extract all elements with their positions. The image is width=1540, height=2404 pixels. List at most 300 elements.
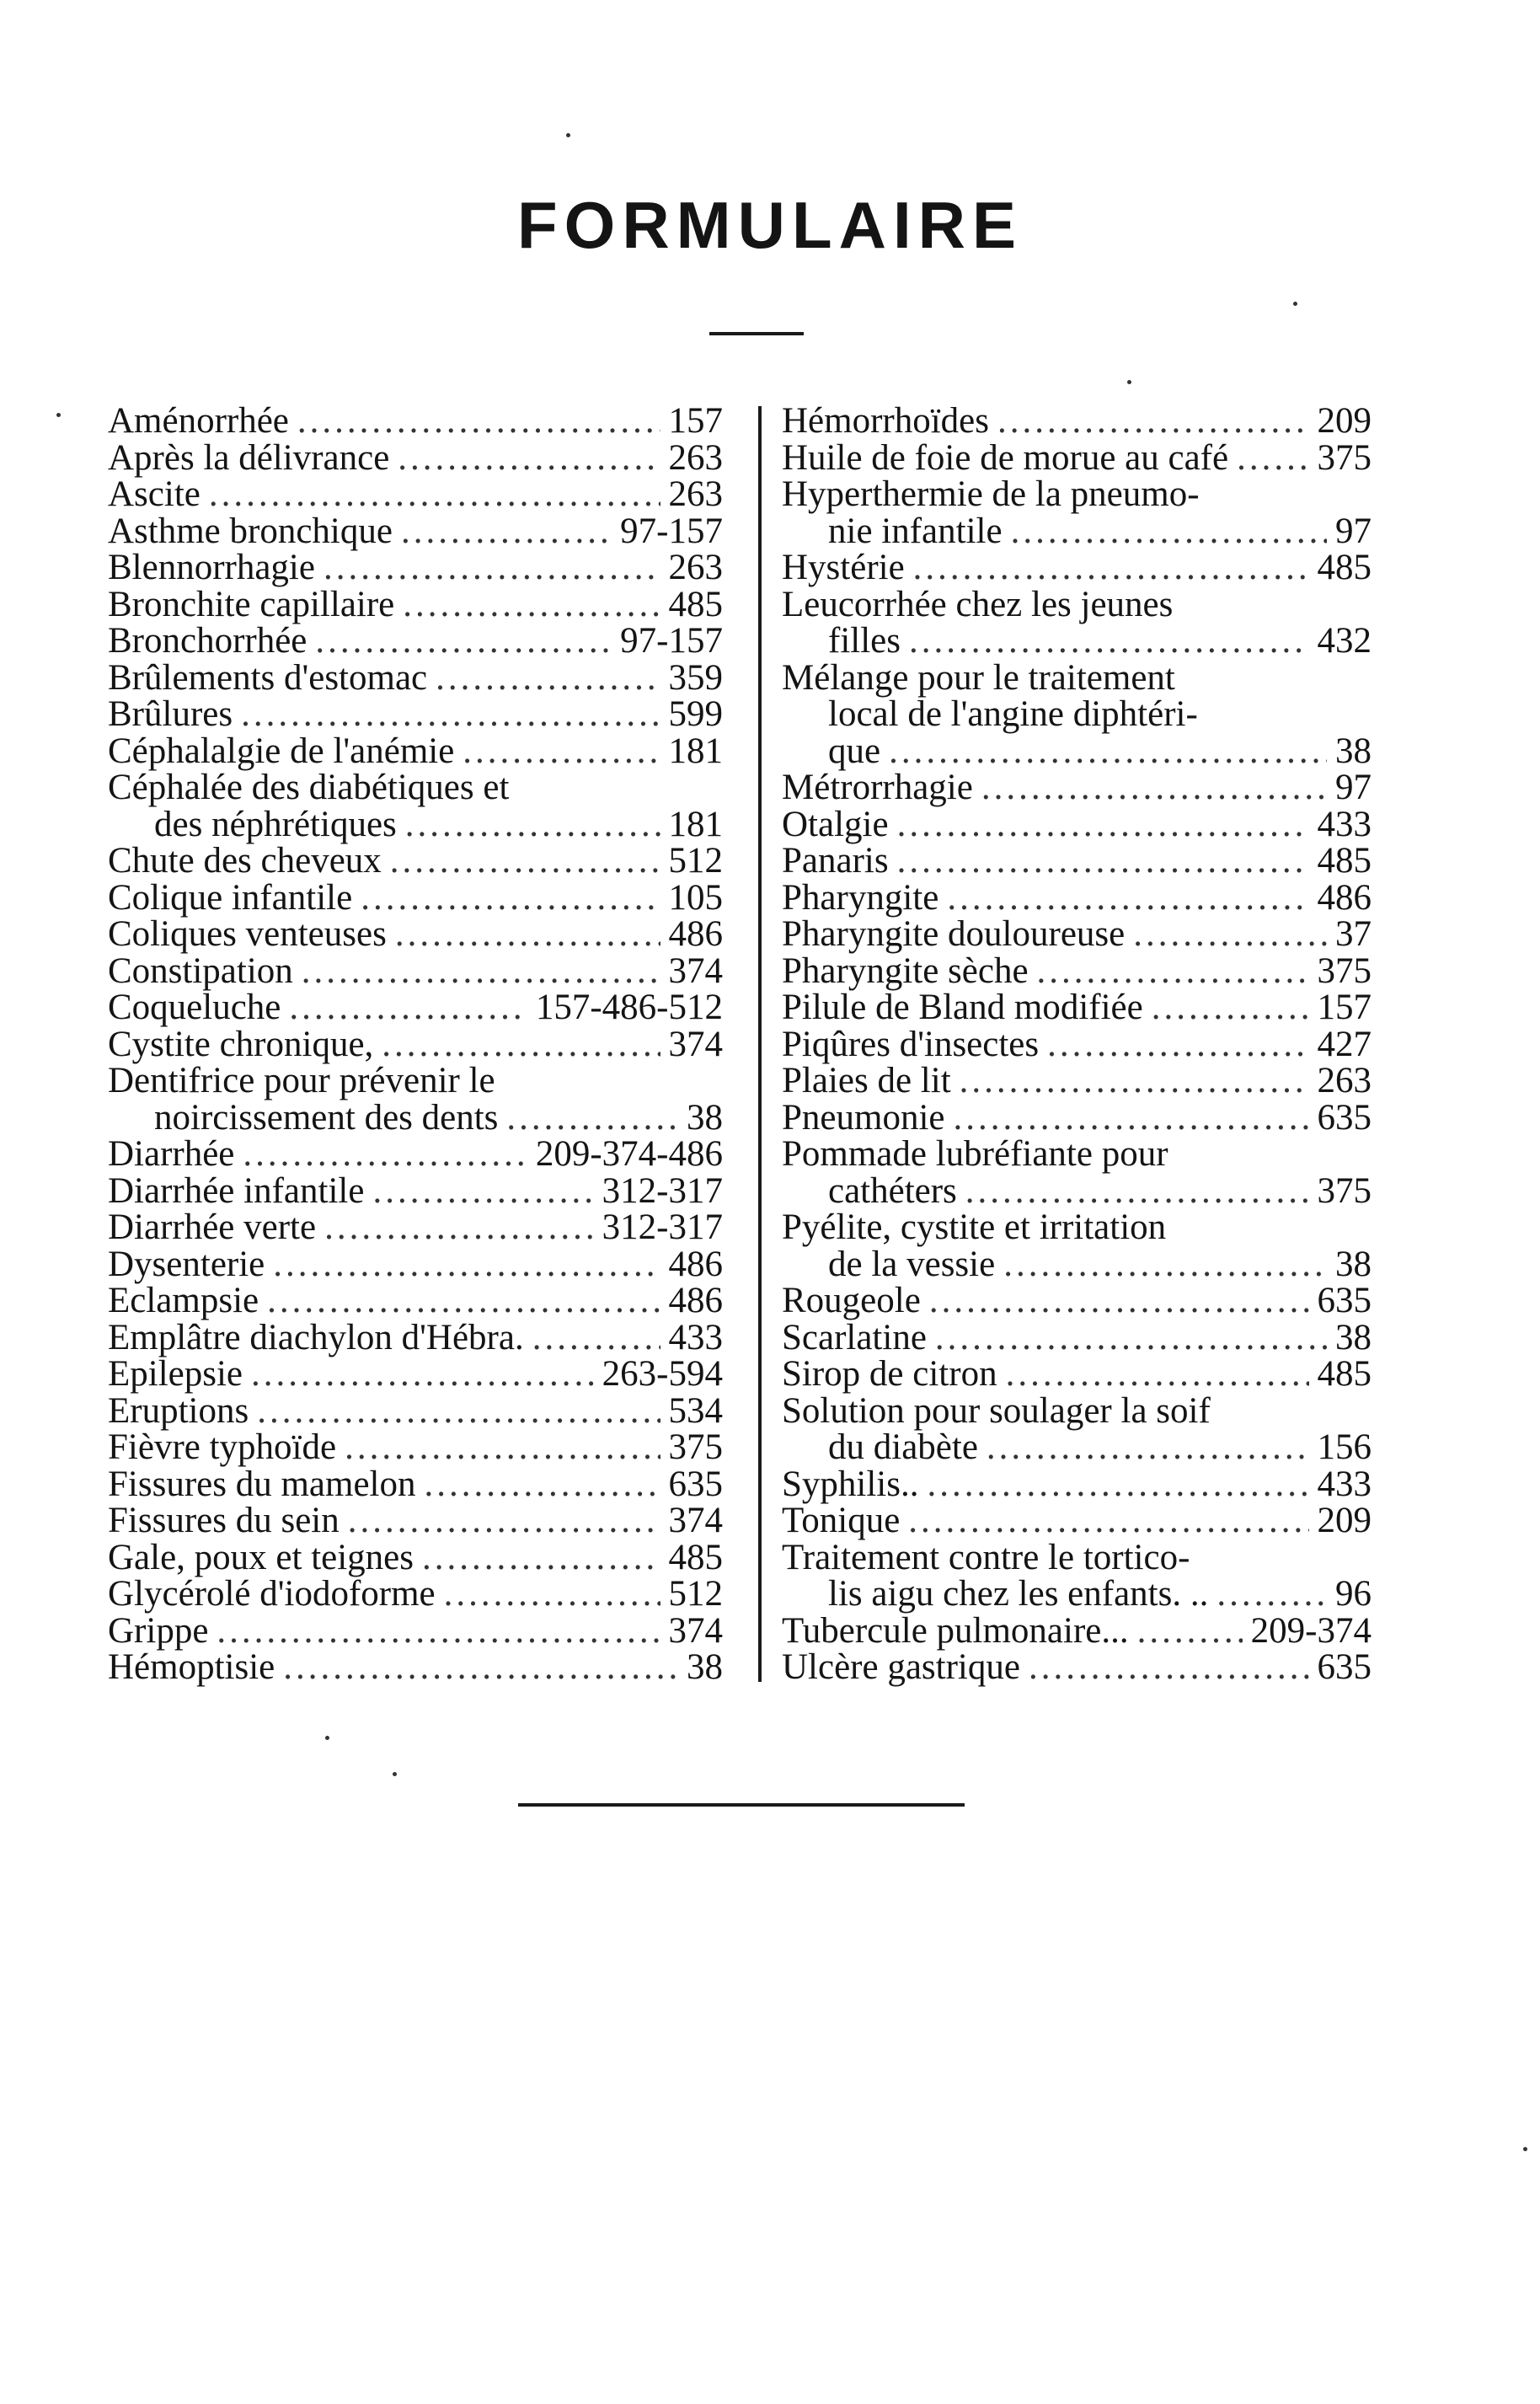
print-speck (1127, 380, 1131, 384)
leader-dots (463, 733, 660, 770)
entry-line (782, 989, 1372, 1026)
entry-line (782, 1429, 1372, 1466)
index-entry (108, 1246, 723, 1283)
entry-pages: 209 (1317, 401, 1372, 441)
entry-pages: 486 (668, 1281, 723, 1320)
index-entry (782, 549, 1372, 586)
index-entry (108, 437, 723, 478)
index-entry (782, 916, 1372, 953)
entry-line (108, 1026, 723, 1063)
leader-dots (257, 1393, 660, 1430)
index-entry (108, 1170, 723, 1211)
column-divider (758, 406, 762, 1682)
entry-pages: 485 (668, 1537, 723, 1577)
entry-pages: 433 (1317, 1464, 1372, 1504)
end-rule (518, 1803, 965, 1807)
entry-pages: 312-317 (602, 1207, 723, 1247)
leader-dots (243, 1136, 527, 1173)
entry-line (782, 1390, 1372, 1431)
leader-dots (1152, 989, 1309, 1026)
entry-term: Pharyngite sèche (782, 950, 1029, 991)
index-entry (782, 1466, 1372, 1503)
entry-term: Pharyngite (782, 877, 939, 918)
entry-term: Pommade lubréfiante pour (782, 1134, 1168, 1174)
leader-dots (960, 1063, 1309, 1100)
entry-line (782, 1576, 1372, 1613)
entry-term: Piqûres d'insectes (782, 1024, 1040, 1064)
entry-term: Diarrhée (108, 1134, 235, 1174)
leader-dots (372, 1173, 593, 1210)
entry-term: Aménorrhée (108, 401, 289, 441)
entry-line (108, 843, 723, 880)
entry-term: Pharyngite douloureuse (782, 914, 1126, 954)
index-entry (782, 989, 1372, 1026)
entry-pages: 486 (1317, 877, 1372, 918)
leader-dots (947, 880, 1308, 917)
entry-term: Céphalée des diabétiques et (108, 768, 510, 807)
index-entry (108, 1539, 723, 1577)
entry-term: Pyélite, cystite et irritation (782, 1207, 1167, 1247)
entry-pages: 38 (687, 1647, 723, 1687)
leader-dots (424, 1466, 660, 1503)
entry-line (108, 513, 723, 550)
entry-line (108, 696, 723, 733)
entry-term: Eclampsie (108, 1281, 259, 1320)
entry-pages: 433 (668, 1317, 723, 1357)
entry-pages: 374 (668, 1024, 723, 1064)
entry-term: Hémorrhoïdes (782, 401, 989, 441)
entry-pages: 599 (668, 694, 723, 734)
index-entry (782, 657, 1372, 771)
leader-dots (348, 1502, 660, 1539)
entry-line (108, 1539, 723, 1577)
entry-line (108, 1209, 723, 1246)
entry-line (108, 1097, 723, 1138)
entry-pages: 486 (668, 914, 723, 954)
entry-line (108, 657, 723, 698)
entry-term: Panaris (782, 841, 889, 881)
entry-term: Dysenterie (108, 1244, 265, 1284)
entry-term: Epilepsie (108, 1354, 243, 1394)
entry-line (782, 476, 1372, 513)
entry-term: Constipation (108, 950, 293, 991)
entry-line (108, 1317, 723, 1357)
entry-line (108, 806, 723, 843)
entry-pages: 156 (1317, 1427, 1372, 1467)
entry-line (108, 989, 723, 1026)
entry-term: Cystite chronique, (108, 1024, 374, 1064)
entry-line (108, 1282, 723, 1320)
entry-pages: 38 (1335, 731, 1372, 771)
entry-term: Coliques venteuses (108, 914, 387, 954)
index-entry (108, 1576, 723, 1613)
entry-term: local de l'angine diphtéri- (828, 694, 1198, 734)
leader-dots (1003, 1246, 1327, 1283)
leader-dots (361, 880, 660, 917)
entry-line (108, 769, 723, 806)
entry-term: Mélange pour le traitement (782, 657, 1175, 698)
entry-term: filles (828, 621, 901, 661)
entry-term: Bronchite capillaire (108, 584, 395, 624)
index-entry (108, 1356, 723, 1393)
entry-term: Leucorrhée chez les jeunes (782, 584, 1174, 624)
entry-line (782, 769, 1372, 806)
entry-term: Eruptions (108, 1390, 249, 1431)
leader-dots (506, 1100, 678, 1137)
leader-dots (897, 806, 1309, 843)
entry-term: noircissement des dents (154, 1097, 499, 1138)
entry-pages: 374 (668, 1610, 723, 1651)
leader-dots (444, 1576, 660, 1613)
index-entry (108, 1282, 723, 1320)
leader-dots (1047, 1026, 1308, 1063)
entry-term: Fissures du sein (108, 1501, 340, 1540)
index-entry (782, 403, 1372, 440)
leader-dots (283, 1649, 678, 1686)
entry-line (782, 513, 1372, 550)
leader-dots (395, 916, 660, 953)
entry-term: Brûlements d'estomac (108, 657, 428, 698)
leader-dots (297, 403, 660, 440)
index-entry (108, 733, 723, 770)
index-entry (782, 1539, 1372, 1613)
entry-term: Colique infantile (108, 877, 353, 918)
entry-term: Ascite (108, 474, 201, 514)
page-title: FORMULAIRE (517, 188, 1023, 262)
leader-dots (935, 1320, 1327, 1357)
entry-line (782, 1170, 1372, 1211)
index-entry (108, 1209, 723, 1246)
leader-dots (289, 989, 527, 1026)
index-entry (108, 843, 723, 880)
entry-term: des néphrétiques (154, 804, 397, 844)
entry-line (782, 1026, 1372, 1063)
entry-line (108, 437, 723, 478)
index-entry (108, 1429, 723, 1466)
entry-line (782, 877, 1372, 918)
entry-pages: 263 (668, 548, 723, 587)
entry-pages: 157-486-512 (535, 988, 723, 1027)
index-entry (782, 877, 1372, 918)
entry-pages: 181 (668, 731, 723, 771)
entry-pages: 433 (1317, 804, 1372, 844)
entry-line (108, 549, 723, 586)
index-entry (108, 1026, 723, 1063)
entry-pages: 312-317 (602, 1170, 723, 1211)
index-entry (108, 513, 723, 550)
index-entry (782, 476, 1372, 549)
entry-pages: 374 (668, 950, 723, 991)
entry-line (108, 1649, 723, 1686)
leader-dots (908, 1502, 1308, 1539)
entry-line (782, 696, 1372, 733)
entry-line (108, 733, 723, 770)
entry-term: lis aigu chez les enfants. .. (828, 1574, 1209, 1614)
entry-line (782, 1063, 1372, 1100)
leader-dots (1137, 1613, 1243, 1650)
entry-pages: 157 (668, 401, 723, 441)
entry-term: Après la délivrance (108, 437, 390, 478)
entry-term: Hémoptisie (108, 1647, 275, 1687)
entry-line (108, 877, 723, 918)
index-entry (782, 1282, 1372, 1320)
index-entry (782, 1097, 1372, 1138)
entry-term: Solution pour soulager la soif (782, 1390, 1211, 1431)
leader-dots (345, 1429, 660, 1466)
entry-line (108, 403, 723, 440)
entry-term: Dentifrice pour prévenir le (108, 1061, 495, 1100)
leader-dots (403, 586, 660, 624)
title-rule (709, 332, 804, 335)
entry-pages: 432 (1317, 621, 1372, 661)
entry-line (782, 1649, 1372, 1686)
entry-line (782, 1282, 1372, 1320)
entry-term: Bronchorrhée (108, 621, 307, 661)
entry-pages: 97 (1335, 511, 1372, 551)
entry-term: Grippe (108, 1610, 209, 1651)
leader-dots (987, 1429, 1309, 1466)
leader-dots (390, 843, 660, 880)
index-column-left (108, 403, 723, 1686)
entry-term: Otalgie (782, 804, 889, 844)
print-speck (566, 133, 570, 137)
leader-dots (324, 1209, 594, 1246)
index-entry (782, 1026, 1372, 1063)
entry-term: Tonique (782, 1501, 901, 1540)
entry-line (782, 403, 1372, 440)
entry-line (108, 1502, 723, 1539)
entry-term: Traitement contre le tortico- (782, 1537, 1190, 1577)
entry-pages: 263 (668, 437, 723, 478)
index-entry (108, 1136, 723, 1173)
index-entry (108, 1063, 723, 1136)
index-entry (108, 1390, 723, 1431)
leader-dots (209, 476, 660, 513)
entry-line (782, 950, 1372, 991)
entry-pages: 485 (1317, 841, 1372, 881)
index-entry (782, 1610, 1372, 1651)
leader-dots (532, 1320, 660, 1357)
entry-line (108, 586, 723, 624)
entry-pages: 486 (668, 1244, 723, 1284)
entry-line (782, 1466, 1372, 1503)
entry-pages: 263 (668, 474, 723, 514)
entry-term: Brûlures (108, 694, 233, 734)
index-entry (108, 989, 723, 1026)
entry-pages: 181 (668, 804, 723, 844)
entry-term: Gale, poux et teignes (108, 1537, 414, 1577)
entry-term: Ulcère gastrique (782, 1647, 1020, 1687)
entry-pages: 105 (668, 877, 723, 918)
print-speck (325, 1736, 329, 1740)
entry-line (108, 1466, 723, 1503)
entry-term: du diabète (828, 1427, 978, 1467)
entry-pages: 209 (1317, 1501, 1372, 1540)
entry-term: Huile de foie de morue au café (782, 437, 1229, 478)
entry-pages: 38 (1335, 1244, 1372, 1284)
entry-line (108, 1429, 723, 1466)
index-entry (108, 586, 723, 624)
index-entry (782, 950, 1372, 991)
entry-term: Pneumonie (782, 1097, 945, 1138)
entry-pages: 38 (1335, 1317, 1372, 1357)
entry-term: Diarrhée verte (108, 1207, 317, 1247)
entry-line (108, 950, 723, 991)
index-entry (108, 549, 723, 586)
leader-dots (267, 1282, 660, 1320)
entry-pages: 375 (1317, 437, 1372, 478)
leader-dots (909, 623, 1309, 660)
leader-dots (928, 1466, 1309, 1503)
entry-pages: 375 (668, 1427, 723, 1467)
index-entry (782, 843, 1372, 880)
entry-term: nie infantile (828, 511, 1003, 551)
leader-dots (436, 660, 660, 697)
leader-dots (953, 1100, 1308, 1137)
index-entry (108, 476, 723, 513)
leader-dots (913, 549, 1309, 586)
entry-line (108, 1356, 723, 1393)
index-entry (782, 1209, 1372, 1282)
leader-dots (398, 440, 660, 477)
print-speck (393, 1772, 397, 1776)
entry-pages: 427 (1317, 1024, 1372, 1064)
entry-pages: 263 (1317, 1061, 1372, 1100)
index-entry (782, 1063, 1372, 1100)
entry-line (108, 916, 723, 953)
entry-line (108, 1246, 723, 1283)
index-entry (108, 1466, 723, 1503)
index-entry (782, 806, 1372, 843)
entry-line (782, 916, 1372, 953)
index-entry (782, 1136, 1372, 1209)
leader-dots (422, 1539, 660, 1577)
print-speck (56, 413, 61, 417)
print-speck (1293, 302, 1297, 306)
entry-term: de la vessie (828, 1244, 996, 1284)
entry-pages: 157 (1317, 988, 1372, 1027)
index-entry (108, 950, 723, 991)
leader-dots (405, 806, 660, 843)
entry-line (108, 476, 723, 513)
index-entry (108, 877, 723, 918)
entry-line (108, 1610, 723, 1651)
entry-term: Chute des cheveux (108, 841, 382, 881)
entry-pages: 485 (668, 584, 723, 624)
leader-dots (302, 953, 660, 990)
entry-term: Syphilis.. (782, 1464, 919, 1504)
entry-pages: 37 (1335, 914, 1372, 954)
leader-dots (965, 1173, 1309, 1210)
entry-pages: 97 (1335, 768, 1372, 807)
entry-term: Fièvre typhoïde (108, 1427, 337, 1467)
leader-dots (217, 1613, 660, 1650)
leader-dots (1237, 440, 1308, 477)
entry-line (108, 1170, 723, 1211)
entry-term: Métrorrhagie (782, 768, 973, 807)
entry-line (782, 1610, 1372, 1651)
entry-term: que (828, 731, 881, 771)
entry-term: Céphalalgie de l'anémie (108, 731, 455, 771)
index-entry (108, 769, 723, 843)
leader-dots (1006, 1356, 1309, 1393)
index-entry (108, 1649, 723, 1686)
index-entry (108, 657, 723, 698)
entry-line (782, 1539, 1372, 1577)
entry-line (782, 657, 1372, 698)
entry-line (108, 623, 723, 660)
entry-pages: 359 (668, 657, 723, 698)
index-entry (782, 769, 1372, 806)
leader-dots (273, 1246, 660, 1283)
entry-pages: 485 (1317, 1354, 1372, 1394)
entry-term: Glycérolé d'iodoforme (108, 1574, 436, 1614)
entry-line (782, 549, 1372, 586)
leader-dots (324, 549, 660, 586)
entry-pages: 209-374 (1250, 1610, 1372, 1651)
entry-term: Hystérie (782, 548, 905, 587)
entry-term: Sirop de citron (782, 1354, 997, 1394)
index-entry (108, 1610, 723, 1651)
index-entry (108, 696, 723, 733)
entry-line (108, 1576, 723, 1613)
entry-pages: 96 (1335, 1574, 1372, 1614)
entry-line (782, 733, 1372, 770)
entry-pages: 97-157 (620, 621, 723, 661)
leader-dots (897, 843, 1309, 880)
entry-term: Fissures du mamelon (108, 1464, 416, 1504)
entry-pages: 374 (668, 1501, 723, 1540)
entry-line (108, 1063, 723, 1100)
entry-pages: 635 (1317, 1281, 1372, 1320)
entry-line (782, 1136, 1372, 1173)
entry-line (782, 1097, 1372, 1138)
entry-term: Tubercule pulmonaire... (782, 1610, 1129, 1651)
leader-dots (401, 513, 612, 550)
index-entry (782, 1317, 1372, 1357)
entry-pages: 263-594 (602, 1354, 723, 1394)
index-entry (782, 1649, 1372, 1686)
entry-line (782, 843, 1372, 880)
entry-term: Blennorrhagie (108, 548, 315, 587)
index-entry (782, 1356, 1372, 1393)
entry-line (108, 1136, 723, 1173)
entry-pages: 375 (1317, 1170, 1372, 1211)
entry-pages: 512 (668, 841, 723, 881)
leader-dots (382, 1026, 660, 1063)
entry-line (782, 437, 1372, 478)
entry-line (782, 1356, 1372, 1393)
leader-dots (241, 696, 660, 733)
entry-term: Hyperthermie de la pneumo- (782, 474, 1200, 514)
index-entry (108, 623, 723, 660)
entry-line (782, 623, 1372, 660)
index-entry (108, 916, 723, 953)
leader-dots (1037, 953, 1309, 990)
entry-line (782, 586, 1372, 624)
index-entry (108, 1317, 723, 1357)
leader-dots (1216, 1576, 1327, 1613)
index-entry (782, 1502, 1372, 1539)
index-entry (782, 586, 1372, 660)
entry-term: Pilule de Bland modifiée (782, 988, 1143, 1027)
leader-dots (251, 1356, 594, 1393)
entry-pages: 38 (687, 1097, 723, 1138)
leader-dots (1029, 1649, 1309, 1686)
leader-dots (997, 403, 1309, 440)
entry-pages: 534 (668, 1390, 723, 1431)
print-speck (1523, 2147, 1527, 2151)
